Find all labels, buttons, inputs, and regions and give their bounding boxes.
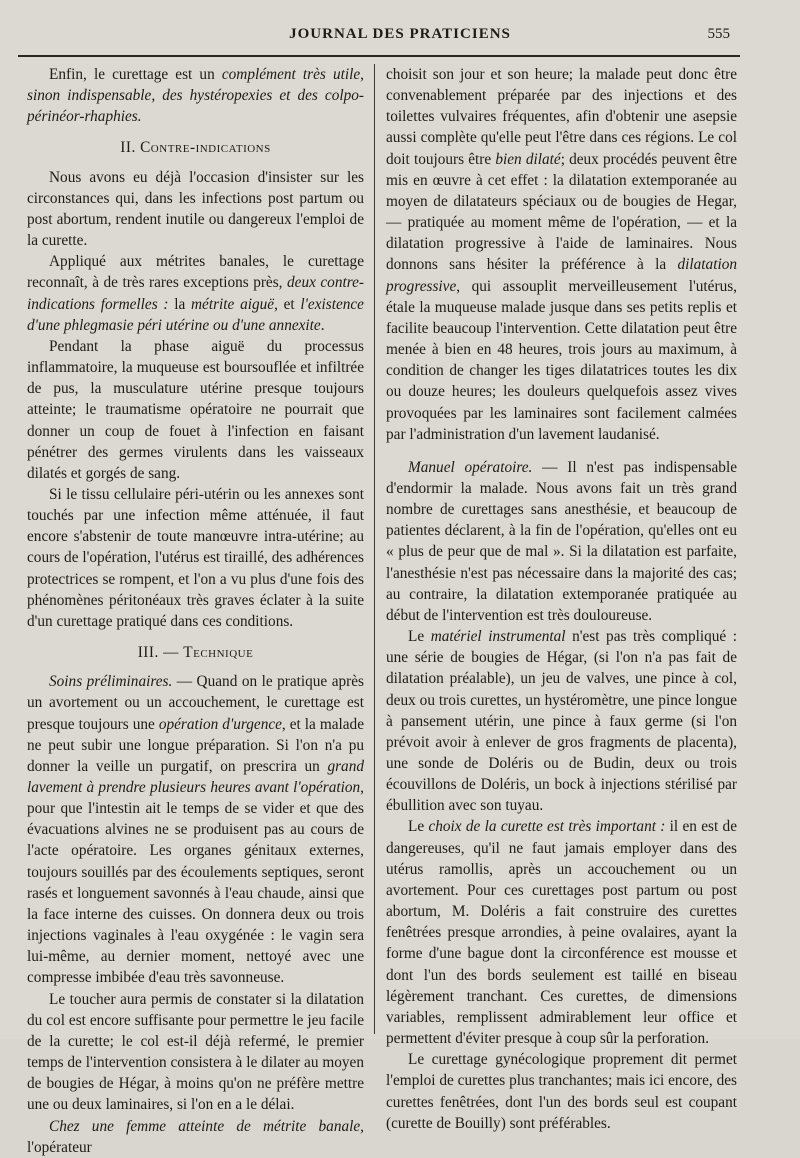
italic-run: opération d'urgence — [158, 715, 282, 733]
text-run: Le — [408, 628, 431, 646]
text-run: ; deux procédés peuvent être mis en œuvre à cet effet : la dilatation extemporanée au moyen de dilatateurs spéciaux ou de bougies de Hegar, — pratiquée au moment même de l'opération, — et la dilatation progressive à l'aide de laminaires. Nous donnons sans hésiter la préférence à la — [386, 150, 738, 274]
section-heading-contre-indications — [27, 137, 364, 158]
text-run: n'est pas très compliqué : une série de bougies de Hégar, (si l'on n'a pas fait de dilatation préalable), un jeu de valves, une pince à col, deux ou trois curettes, un hystéromètre, une pince longue à pansement utérin, une pince à faux germe (si l'on prévoit avoir à enlever de gros fragments de placenta), une sonde de Doléris ou de Budin, deux ou trois écouvillons de Doléris, un bock à injections stérilisé par ébullition avec son tuyau. — [386, 628, 737, 815]
text-run: il en est de dangereuses, qu'il ne faut jamais employer dans des utérus ramollis, après un accouchement ou un avortement. Pour ces curettages post partum ou post abortum, M. Doléris a fait construire des curettes fenêtrées presque arrondies, à peine ovalaires, ayant la forme d'une bague dont la circonférence est mousse et dont l'un des bords seulement est taillé en biseau légèrement tranchant. Ces curettes, de dimensions variables, remplissent admirablement leur office et permettent d'éviter presque à coup sûr la perforation. — [386, 818, 737, 1048]
text-run: Enfin, le curettage est un — [49, 66, 222, 83]
italic-run: Chez une femme atteinte de métrite banale, — [49, 1117, 364, 1135]
paragraph — [27, 1116, 364, 1158]
text-run: la — [168, 295, 191, 313]
italic-run: dilatation progressive — [386, 256, 737, 295]
italic-run: bien dilaté — [495, 150, 561, 168]
paragraph-conclusion — [27, 64, 364, 127]
text-run: , et la malade ne peut subir une longue préparation. Si l'on n'a pu donner la veille un purgatif, on prescrira un — [27, 715, 364, 775]
heading-text: Contre-indications — [140, 139, 271, 157]
text-run: — Il n'est pas indispensable d'endormir la malade. Nous avons fait un très grand nombre de curettages sans anesthésie, et beaucoup de patientes déclarent, à la fin de l'opération, qu'elles ont eu « plus de peur que de mal ». Si la dilatation est parfaite, l'anesthésie n'est pas nécessaire dans la majorité des cas; au contraire, la dilatation extemporanée pratiquée au début de l'intervention est très douloureuse. — [386, 458, 737, 624]
italic-run: métrite aiguë — [191, 295, 275, 313]
text-run: l'opérateur — [27, 1138, 92, 1156]
section-heading-technique — [27, 642, 364, 663]
paragraph — [386, 457, 737, 626]
left-column — [27, 64, 364, 1158]
right-column — [386, 64, 737, 1134]
heading-number: III. — — [137, 644, 184, 662]
text-run: choisit son jour et son heure; la malade peut donc être convenablement préparée par des injections et des toilettes vulvaires fréquentes, afin d'obtenir une asepsie aussi complète qu'elle peut l'être dans ces régions. Le col doit toujours être — [386, 66, 737, 168]
italic-run: Soins préliminaires. — [49, 673, 173, 691]
paragraph: Le curettage gynécologique proprement dit permet l'emploi de curettes plus tranchantes; mais ici encore, des curettes fenêtrées, dont l'un des bords seul est coupant (curette de Bouilly) sont préférables. — [386, 1051, 737, 1132]
heading-text: Technique — [183, 644, 254, 662]
paragraph — [386, 816, 737, 1049]
paragraph: Si le tissu cellulaire péri-utérin ou les annexes sont touchés par une infection même atténuée, il faut encore s'abstenir de toute manœuvre intra-utérine; au cours de l'opération, l'utérus est tiraillé, des adhérences protectrices se rompent, et l'on a vu plus d'une fois des phénomènes péritonéaux très graves éclater à la suite d'un curettage pratiqué dans ces conditions. — [27, 485, 364, 630]
paragraph: Pendant la phase aiguë du processus inflammatoire, la muqueuse est boursouflée et infiltrée de pus, la musculature utérine presque toujours atteinte; le traumatisme opératoire ne pourrait que donner un coup de fouet à l'infection en faisant pénétrer des germes virulents dans les vaisseaux dilatés et gorgés de sang. — [27, 337, 364, 482]
italic-run: deux contre-indications formelles : — [27, 274, 364, 313]
heading-number: II. — [120, 139, 141, 157]
text-run: , qui assouplit merveilleusement l'utérus, étale la muqueuse malade jusque dans ses petits replis et facilite beaucoup l'intervention. Cette dilatation peut être menée à bien en 48 heures, trois jours au maximum, à condition de changer les tiges dilatatrices toutes les dix ou douze heures; les douleurs quelquefois assez vives provoquées par les laminaires sont facilement calmées par l'administration d'un lavement laudanisé. — [386, 277, 737, 443]
italic-run: l'existence d'une phlegmasie péri utérine ou d'une annexite — [27, 295, 364, 334]
italic-run: Manuel opératoire. — [408, 458, 533, 476]
paragraph: Nous avons eu déjà l'occasion d'insister sur les circonstances qui, dans les infections post partum ou post abortum, rendent inutile ou dangereux l'emploi de la curette. — [27, 168, 364, 250]
text-run: , pour que l'intestin ait le temps de se vider et que des évacuations alvines ne se produisent pas au cours de l'acte opératoire. Les organes génitaux externes, toujours souillés par des écoulements septiques, seront rasés et longuement savonnés à l'eau chaude, ainsi que la face interne des cuisses. On donnera deux ou trois injections vaginales à l'eau oxygénée : le vagin sera lui-même, au dernier moment, nettoyé avec une compresse imbibée d'eau très savonneuse. — [27, 779, 364, 987]
paragraph — [27, 251, 364, 336]
header-rule — [18, 55, 740, 57]
journal-title: JOURNAL DES PRATICIENS — [289, 26, 511, 42]
page-header — [0, 26, 800, 50]
paragraph — [386, 626, 737, 816]
italic-run: grand lavement à prendre plusieurs heures avant l'opération — [27, 757, 364, 796]
text-run: — Quand on le pratique après un avortement ou un accouchement, le curettage est presque toujours une — [27, 673, 364, 733]
italic-run: choix de la curette est très important : — [428, 818, 666, 836]
page-number: 555 — [707, 26, 730, 42]
column-divider — [374, 64, 375, 1034]
italic-run: matériel instrumental — [430, 628, 566, 646]
paragraph: Le toucher aura permis de constater si la dilatation du col est encore suffisante pour permettre le jeu facile de la curette; le col est-il déjà refermé, le premier temps de l'intervention consistera à le dilater au moyen de bougies de Hégar, à moins qu'on ne préfère mettre une ou deux laminaires, si l'on en a le délai. — [27, 990, 364, 1114]
paragraph — [27, 671, 364, 988]
paragraph — [386, 64, 737, 445]
text-run: Appliqué aux métrites banales, le curettage reconnaît, à de très rares exceptions près, — [27, 253, 364, 292]
text-run: . — [320, 316, 325, 334]
italic-run: complément très utile, sinon indispensable, des hystéropexies et des colpo-périnéor-rhaphies. — [27, 66, 364, 126]
text-run: , et — [274, 295, 301, 313]
text-run: Le — [408, 818, 429, 836]
